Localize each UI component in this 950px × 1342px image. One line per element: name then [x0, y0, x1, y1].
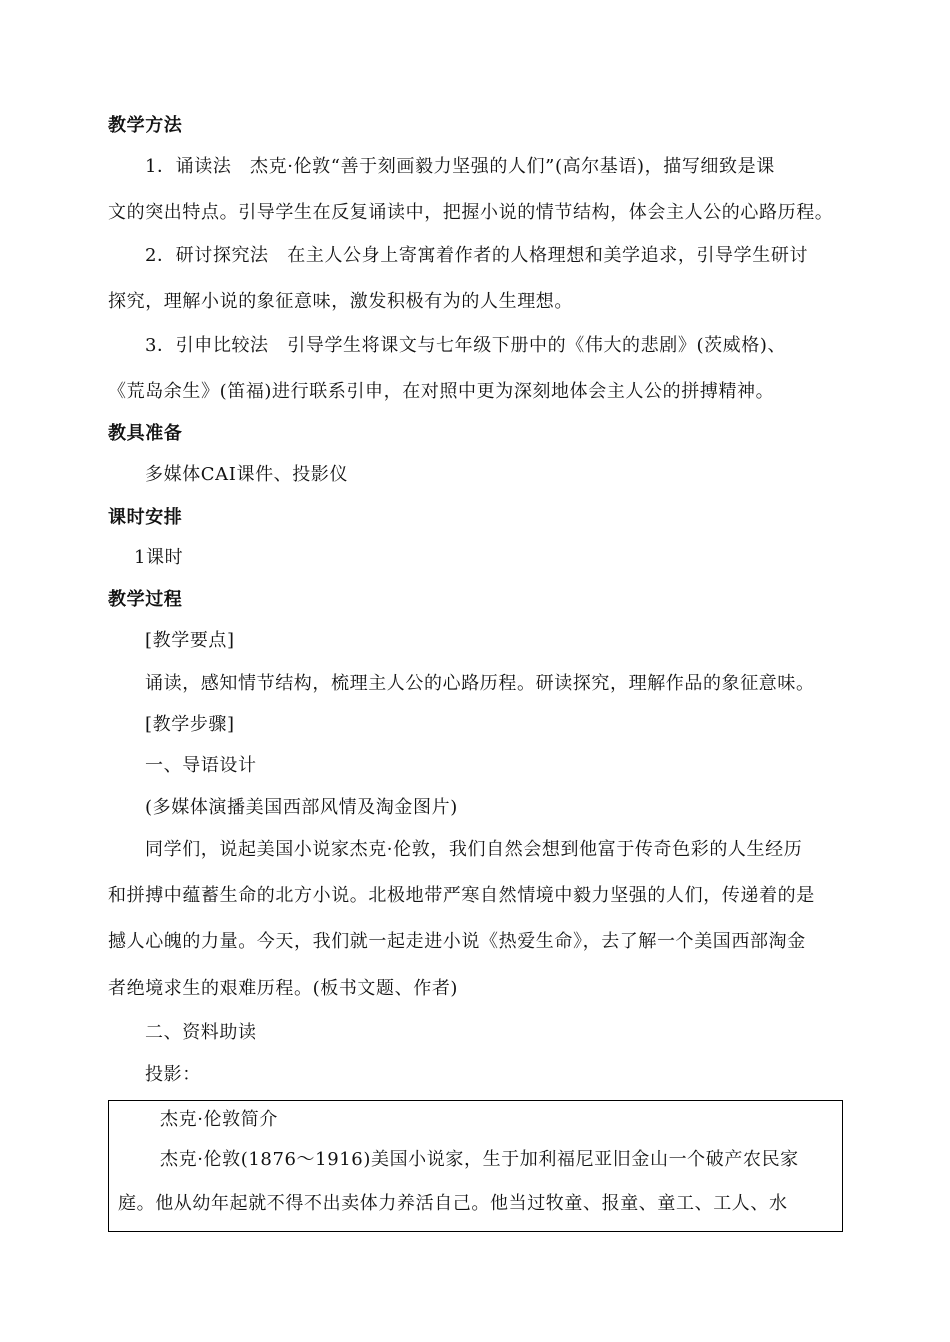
method-1-line-2: 文的突出特点。引导学生在反复诵读中，把握小说的情节结构，体会主人公的心路历程。 — [108, 202, 834, 223]
step-2-title: 二、资料助读 — [145, 1022, 257, 1043]
method-2-line-2: 探究，理解小说的象征意味，激发积极有为的人生理想。 — [108, 291, 573, 312]
step-1-note: (多媒体演播美国西部风情及淘金图片) — [145, 797, 458, 818]
step-1-title: 一、导语设计 — [145, 755, 257, 776]
intro-line-4: 者绝境求生的艰难历程。(板书文题、作者) — [108, 978, 459, 999]
schedule-text: 1课时 — [134, 547, 184, 568]
info-box-title: 杰克·伦敦简介 — [160, 1109, 278, 1130]
heading-process: 教学过程 — [108, 589, 183, 610]
method-3-line-2: 《荒岛余生》(笛福)进行联系引申，在对照中更为深刻地体会主人公的拼搏精神。 — [108, 381, 775, 402]
keypoints-label: [教学要点] — [145, 630, 235, 651]
steps-label: [教学步骤] — [145, 714, 235, 735]
heading-tools: 教具准备 — [108, 423, 183, 444]
tools-text: 多媒体CAI课件、投影仪 — [145, 464, 349, 485]
method-1-line-1: 1．诵读法 杰克·伦敦“善于刻画毅力坚强的人们”(高尔基语)，描写细致是课 — [145, 156, 775, 177]
heading-methods: 教学方法 — [108, 115, 183, 136]
keypoints-text: 诵读，感知情节结构，梳理主人公的心路历程。研读探究，理解作品的象征意味。 — [145, 673, 815, 694]
heading-schedule: 课时安排 — [108, 507, 183, 528]
intro-line-2: 和拼搏中蕴蓄生命的北方小说。北极地带严寒自然情境中毅力坚强的人们，传递着的是 — [108, 885, 815, 906]
intro-line-1: 同学们，说起美国小说家杰克·伦敦，我们自然会想到他富于传奇色彩的人生经历 — [145, 839, 803, 860]
projection-label: 投影： — [145, 1064, 201, 1085]
method-3-line-1: 3．引申比较法 引导学生将课文与七年级下册中的《伟大的悲剧》(茨威格)、 — [145, 335, 787, 356]
info-box-line-1: 杰克·伦敦(1876～1916)美国小说家，生于加利福尼亚旧金山一个破产农民家 — [160, 1149, 799, 1170]
intro-line-3: 撼人心魄的力量。今天，我们就一起走进小说《热爱生命》，去了解一个美国西部淘金 — [108, 931, 806, 952]
info-box-line-2: 庭。他从幼年起就不得不出卖体力养活自己。他当过牧童、报童、童工、工人、水 — [118, 1193, 788, 1214]
method-2-line-1: 2．研讨探究法 在主人公身上寄寓着作者的人格理想和美学追求，引导学生研讨 — [145, 245, 809, 266]
